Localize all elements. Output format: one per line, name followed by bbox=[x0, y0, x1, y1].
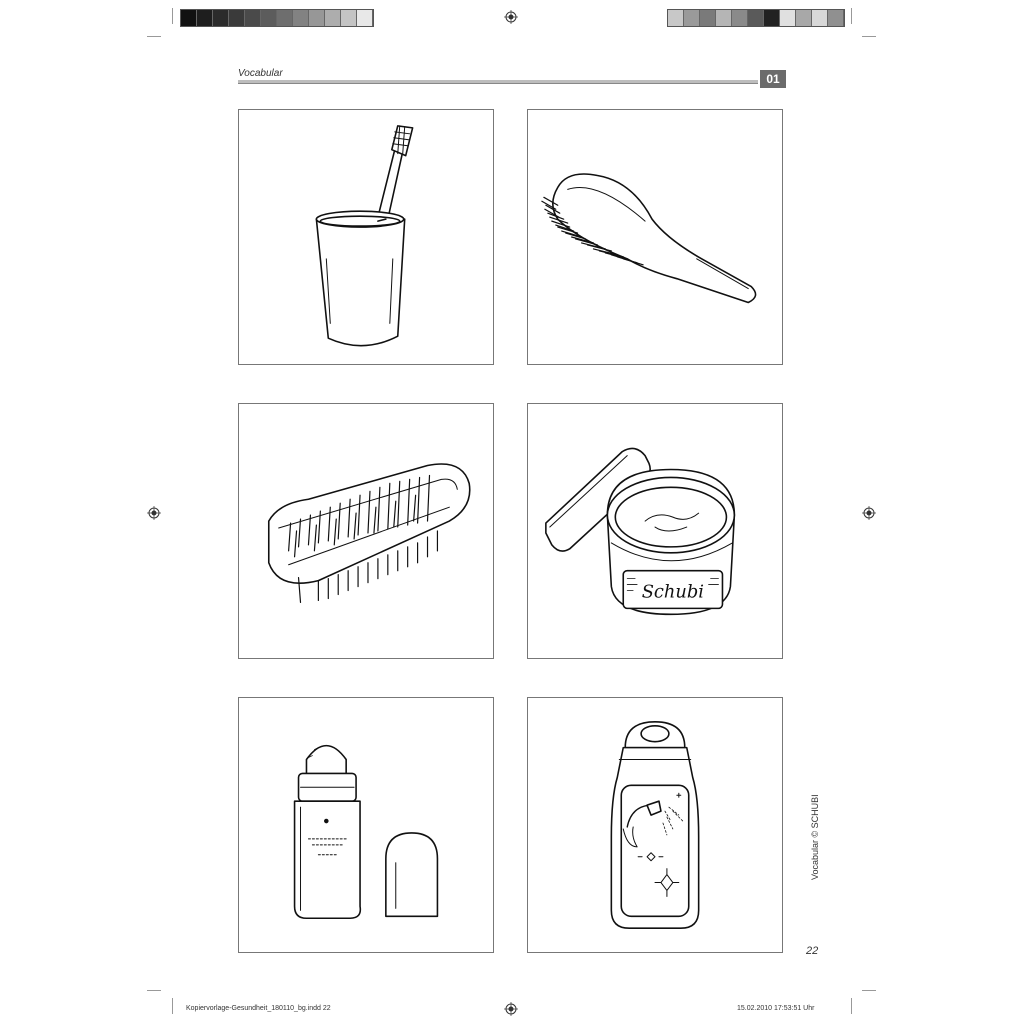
crop-mark bbox=[851, 8, 852, 24]
registration-mark-icon bbox=[147, 506, 161, 520]
copyright-credit: Vocabular © SCHUBI bbox=[810, 794, 820, 880]
crop-mark bbox=[147, 990, 161, 991]
crop-mark bbox=[172, 998, 173, 1014]
roll-on-deodorant-illustration-icon bbox=[239, 698, 493, 952]
crop-mark bbox=[172, 8, 173, 24]
cream-jar-label-text: Schubi bbox=[641, 581, 705, 603]
color-calibration-bar-right bbox=[667, 9, 845, 27]
card-hairbrush bbox=[527, 109, 783, 365]
worksheet-number-badge: 01 bbox=[760, 70, 786, 88]
card-nailbrush bbox=[238, 403, 494, 659]
print-slug-filename: Kopiervorlage-Gesundheit_180110_bg.indd 22 bbox=[186, 1005, 331, 1012]
print-slug-timestamp: 15.02.2010 17:53:51 Uhr bbox=[737, 1005, 815, 1012]
shower-gel-bottle-illustration-icon bbox=[528, 698, 782, 952]
registration-mark-icon bbox=[504, 10, 518, 24]
registration-mark-icon bbox=[504, 1002, 518, 1016]
card-toothbrush-cup bbox=[238, 109, 494, 365]
crop-mark bbox=[862, 990, 876, 991]
crop-mark bbox=[147, 36, 161, 37]
card-cream-jar bbox=[527, 403, 783, 659]
header-divider bbox=[238, 80, 758, 84]
page-number: 22 bbox=[806, 945, 819, 957]
crop-mark bbox=[862, 36, 876, 37]
card-shower-gel bbox=[527, 697, 783, 953]
toothbrush-in-cup-illustration-icon bbox=[239, 110, 493, 364]
hairbrush-illustration-icon bbox=[528, 110, 782, 364]
registration-mark-icon bbox=[862, 506, 876, 520]
cream-jar-illustration-icon bbox=[528, 404, 782, 658]
section-label: Vocabular bbox=[238, 68, 283, 79]
crop-mark bbox=[851, 998, 852, 1014]
color-calibration-bar-left bbox=[180, 9, 374, 27]
card-deodorant bbox=[238, 697, 494, 953]
nail-brush-illustration-icon bbox=[239, 404, 493, 658]
